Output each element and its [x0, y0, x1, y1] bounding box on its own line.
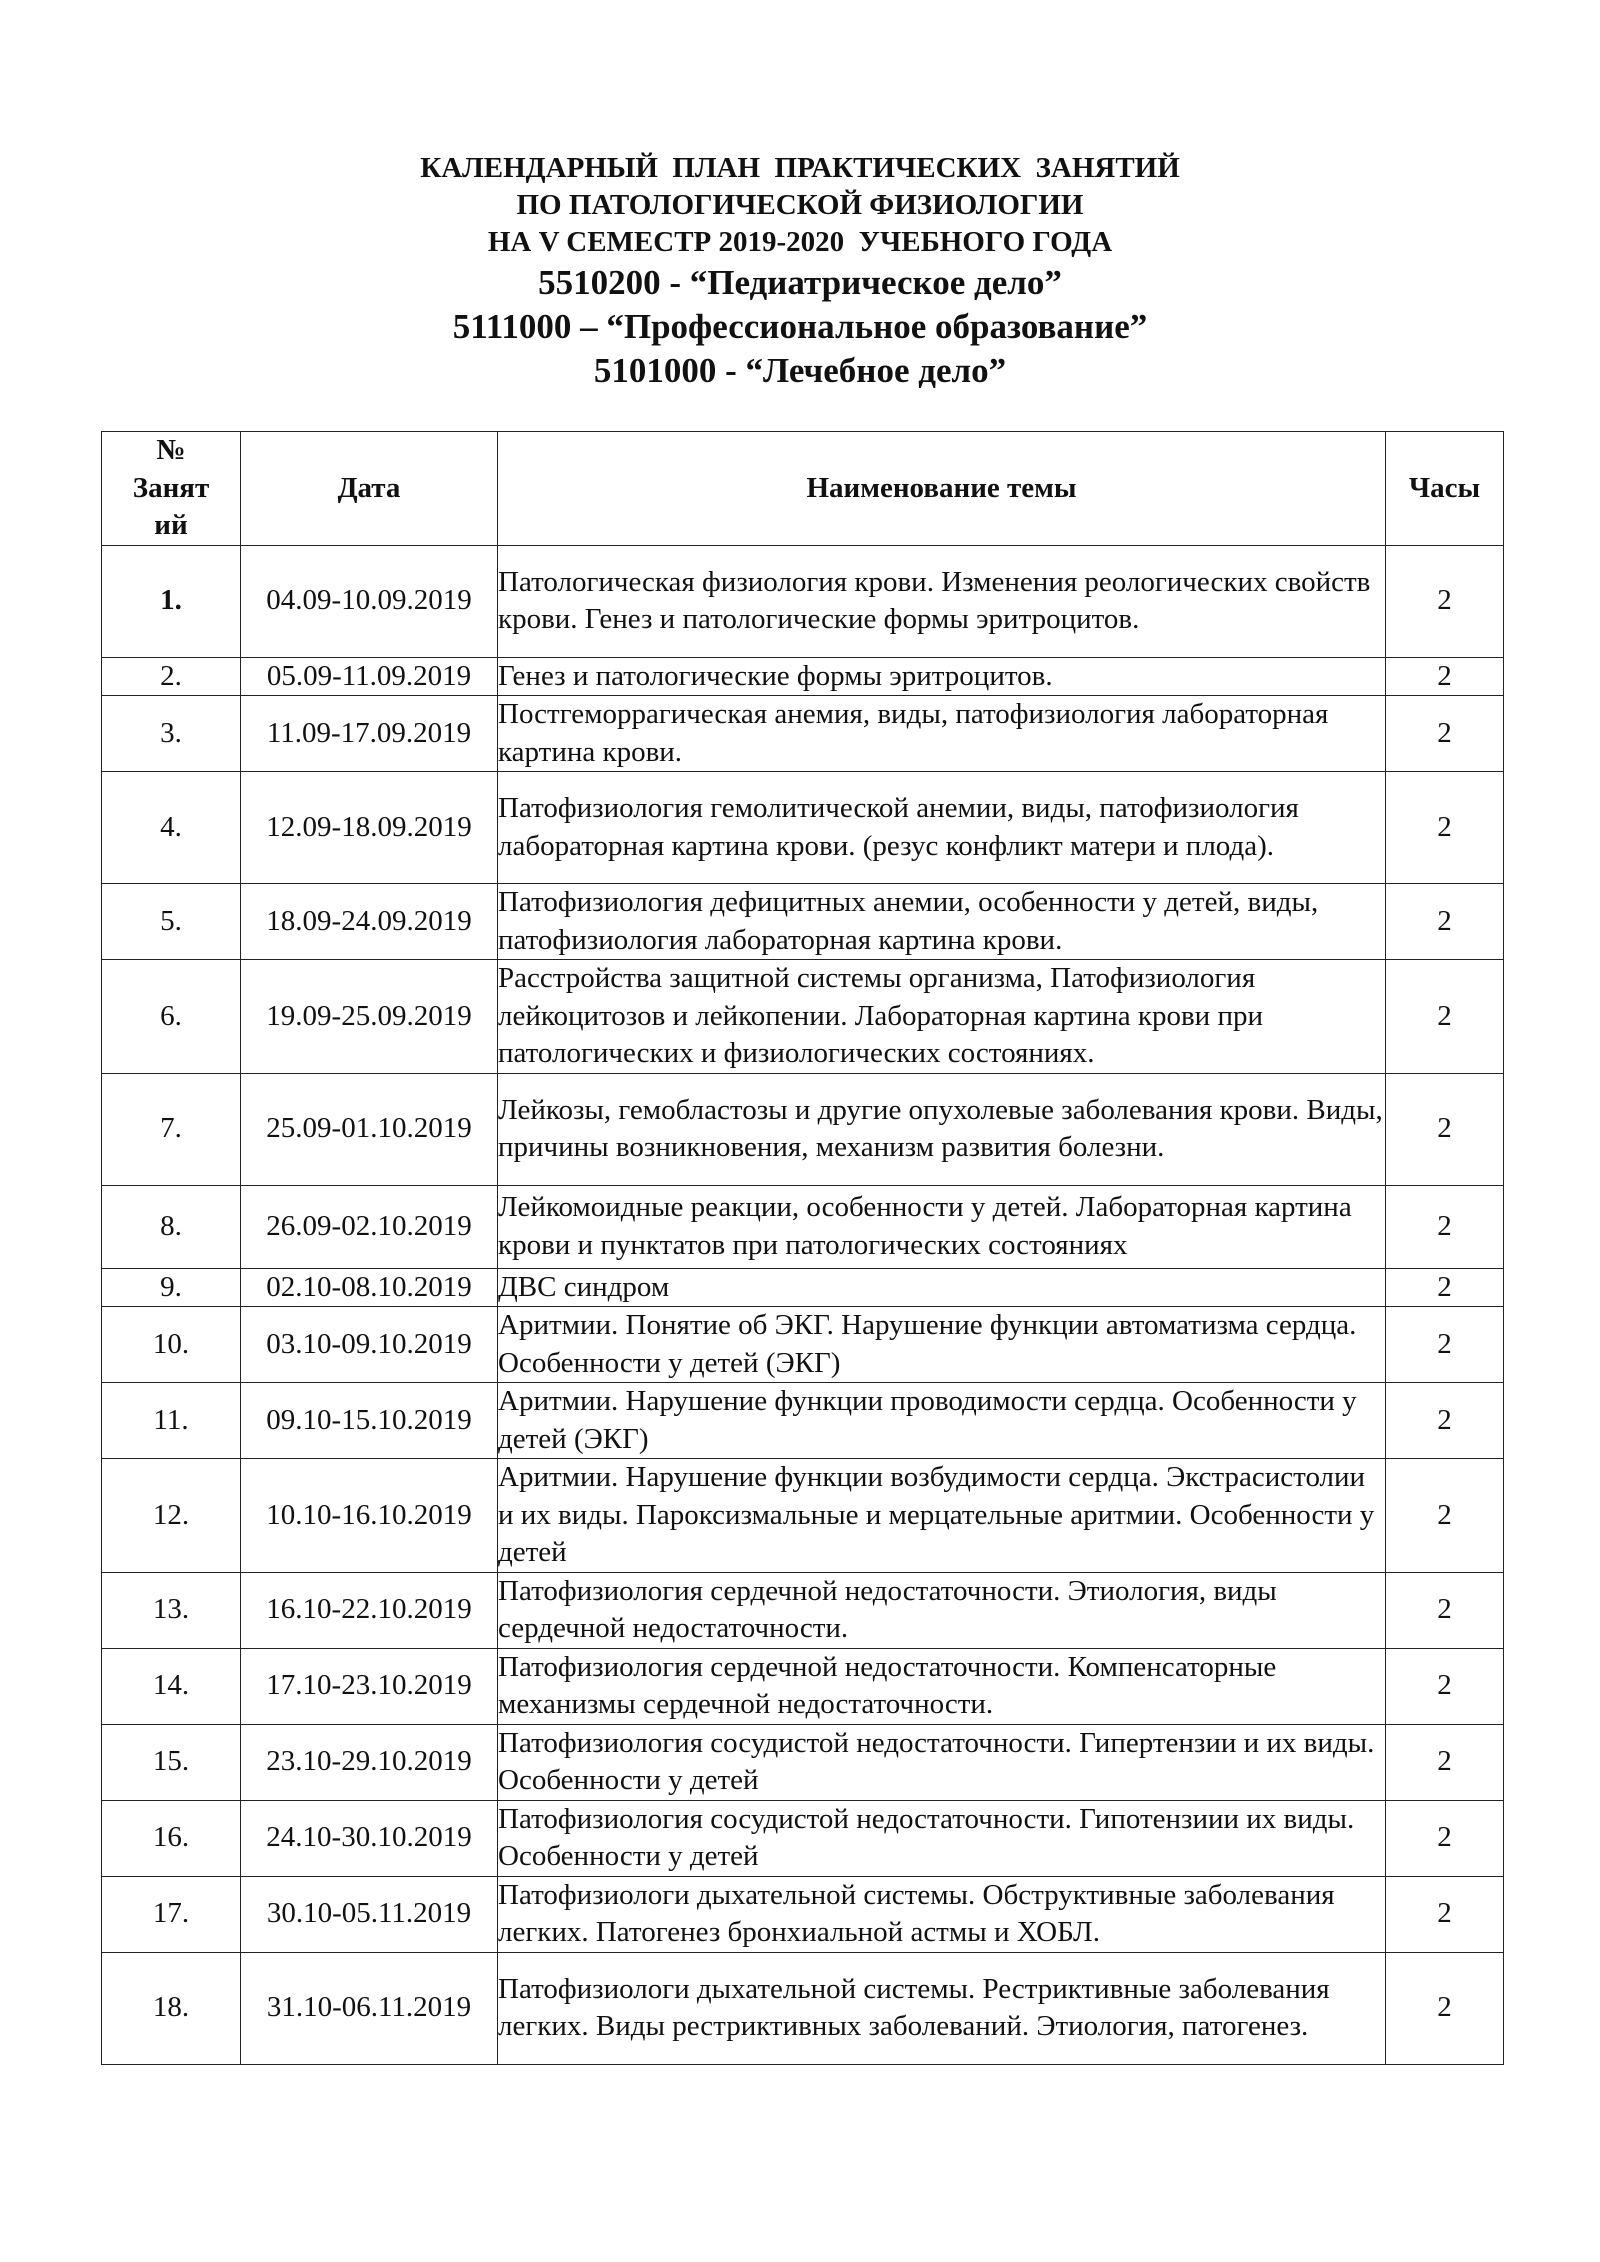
schedule-table: [101, 431, 1504, 2065]
table-row: [102, 884, 1504, 960]
row-date: 30.10-05.11.2019: [241, 1876, 498, 1952]
row-topic: Лейкомоидные реакции, особенности у детей. Лабораторная картина крови и пунктатов при патологических состояниях: [498, 1185, 1386, 1268]
table-row: [102, 1648, 1504, 1724]
row-hours: 2: [1386, 545, 1504, 657]
table-row: [102, 1307, 1504, 1383]
row-topic: Патофизиология сердечной недостаточности. Компенсаторные механизмы сердечной недостаточности.: [498, 1648, 1386, 1724]
row-date: 26.09-02.10.2019: [241, 1185, 498, 1268]
row-topic: Расстройства защитной системы организма, Патофизиология лейкоцитозов и лейкопении. Лабораторная картина крови при патологических и физиологических состояниях.: [498, 960, 1386, 1074]
table-row: [102, 960, 1504, 1074]
row-number: 5.: [102, 884, 241, 960]
row-number: 12.: [102, 1459, 241, 1573]
row-number: 16.: [102, 1800, 241, 1876]
table-row: [102, 1073, 1504, 1185]
row-topic: Патофизиологи дыхательной системы. Обструктивные заболевания легких. Патогенез бронхиальной астмы и ХОБЛ.: [498, 1876, 1386, 1952]
table-row: [102, 1459, 1504, 1573]
table-row: [102, 1572, 1504, 1648]
title-line-2: ПО ПАТОЛОГИЧЕСКОЙ ФИЗИОЛОГИИ: [516, 189, 1084, 221]
row-date: 02.10-08.10.2019: [241, 1268, 498, 1307]
row-number: 2.: [102, 657, 241, 696]
row-hours: 2: [1386, 1268, 1504, 1307]
row-hours: 2: [1386, 1459, 1504, 1573]
column-header-number-line-3: ий: [154, 509, 188, 541]
row-number: 10.: [102, 1307, 241, 1383]
row-date: 18.09-24.09.2019: [241, 884, 498, 960]
row-topic: Лейкозы, гемобластозы и другие опухолевые заболевания крови. Виды, причины возникновения, механизм развития болезни.: [498, 1073, 1386, 1185]
row-topic: Патофизиология гемолитической анемии, виды, патофизиология лабораторная картина крови. (резус конфликт матери и плода).: [498, 772, 1386, 884]
row-number: 9.: [102, 1268, 241, 1307]
table-row: [102, 1876, 1504, 1952]
row-topic: Патофизиология дефицитных анемии, особенности у детей, виды, патофизиология лабораторная картина крови.: [498, 884, 1386, 960]
row-hours: 2: [1386, 1952, 1504, 2064]
row-date: 11.09-17.09.2019: [241, 696, 498, 772]
table-row: [102, 1800, 1504, 1876]
row-number: 14.: [102, 1648, 241, 1724]
row-hours: 2: [1386, 1572, 1504, 1648]
row-topic: Патофизиология сосудистой недостаточности. Гипертензии и их виды. Особенности у детей: [498, 1724, 1386, 1800]
row-topic: Постгеморрагическая анемия, виды, патофизиология лабораторная картина крови.: [498, 696, 1386, 772]
specialty-professional-education: 5111000 – “Профессиональное образование”: [452, 307, 1148, 346]
row-hours: 2: [1386, 657, 1504, 696]
row-topic: Патофизиологи дыхательной системы. Рестриктивные заболевания легких. Виды рестриктивных заболеваний. Этиология, патогенез.: [498, 1952, 1386, 2064]
row-hours: 2: [1386, 960, 1504, 1074]
row-hours: 2: [1386, 1876, 1504, 1952]
specialty-general-medicine: 5101000 - “Лечебное дело”: [593, 351, 1007, 390]
row-date: 10.10-16.10.2019: [241, 1459, 498, 1573]
column-header-hours: Часы: [1386, 432, 1504, 546]
column-header-date: Дата: [241, 432, 498, 546]
row-hours: 2: [1386, 1073, 1504, 1185]
row-topic: Генез и патологические формы эритроцитов.: [498, 657, 1386, 696]
row-hours: 2: [1386, 1185, 1504, 1268]
row-date: 16.10-22.10.2019: [241, 1572, 498, 1648]
row-date: 17.10-23.10.2019: [241, 1648, 498, 1724]
row-date: 24.10-30.10.2019: [241, 1800, 498, 1876]
table-row: [102, 657, 1504, 696]
title-line-3: НА V СЕМЕСТР 2019-2020 УЧЕБНОГО ГОДА: [487, 226, 1113, 258]
specialty-pediatrics: 5510200 - “Педиатрическое дело”: [538, 263, 1062, 302]
row-number: 1.: [102, 545, 241, 657]
row-hours: 2: [1386, 1648, 1504, 1724]
row-number: 8.: [102, 1185, 241, 1268]
table-row: [102, 1383, 1504, 1459]
row-number: 13.: [102, 1572, 241, 1648]
row-topic: Патологическая физиология крови. Изменения реологических свойств крови. Генез и патологические формы эритроцитов.: [498, 545, 1386, 657]
row-number: 3.: [102, 696, 241, 772]
row-topic: Аритмии. Нарушение функции проводимости сердца. Особенности у детей (ЭКГ): [498, 1383, 1386, 1459]
table-row: [102, 1952, 1504, 2064]
row-hours: 2: [1386, 1800, 1504, 1876]
row-date: 09.10-15.10.2019: [241, 1383, 498, 1459]
row-date: 19.09-25.09.2019: [241, 960, 498, 1074]
row-hours: 2: [1386, 884, 1504, 960]
row-date: 25.09-01.10.2019: [241, 1073, 498, 1185]
row-hours: 2: [1386, 1383, 1504, 1459]
row-date: 12.09-18.09.2019: [241, 772, 498, 884]
row-number: 11.: [102, 1383, 241, 1459]
row-number: 18.: [102, 1952, 241, 2064]
row-hours: 2: [1386, 696, 1504, 772]
row-topic: ДВС синдром: [498, 1268, 1386, 1307]
row-number: 4.: [102, 772, 241, 884]
table-header-row: [102, 432, 1504, 546]
row-topic: Аритмии. Понятие об ЭКГ. Нарушение функции автоматизма сердца. Особенности у детей (ЭКГ): [498, 1307, 1386, 1383]
row-hours: 2: [1386, 1307, 1504, 1383]
table-row: [102, 1268, 1504, 1307]
column-header-number-line-1: №: [156, 434, 186, 466]
row-topic: Патофизиология сердечной недостаточности. Этиология, виды сердечной недостаточности.: [498, 1572, 1386, 1648]
row-hours: 2: [1386, 1724, 1504, 1800]
table-row: [102, 1185, 1504, 1268]
row-number: 15.: [102, 1724, 241, 1800]
row-hours: 2: [1386, 772, 1504, 884]
row-number: 7.: [102, 1073, 241, 1185]
table-row: [102, 545, 1504, 657]
row-number: 17.: [102, 1876, 241, 1952]
row-date: 04.09-10.09.2019: [241, 545, 498, 657]
row-date: 03.10-09.10.2019: [241, 1307, 498, 1383]
table-row: [102, 1724, 1504, 1800]
row-date: 05.09-11.09.2019: [241, 657, 498, 696]
row-date: 31.10-06.11.2019: [241, 1952, 498, 2064]
column-header-number-line-2: Занят: [132, 471, 210, 504]
document-header: [0, 150, 1600, 393]
table-row: [102, 696, 1504, 772]
row-number: 6.: [102, 960, 241, 1074]
row-date: 23.10-29.10.2019: [241, 1724, 498, 1800]
table-row: [102, 772, 1504, 884]
column-header-topic: Наименование темы: [498, 432, 1386, 546]
table-body: [102, 545, 1504, 2064]
row-topic: Аритмии. Нарушение функции возбудимости сердца. Экстрасистолии и их виды. Пароксизмальные и мерцательные аритмии. Особенности у детей: [498, 1459, 1386, 1573]
column-header-number: [102, 432, 241, 546]
row-topic: Патофизиология сосудистой недостаточности. Гипотензиии их виды. Особенности у детей: [498, 1800, 1386, 1876]
title-line-1: КАЛЕНДАРНЫЙ ПЛАН ПРАКТИЧЕСКИХ ЗАНЯТИЙ: [420, 152, 1180, 184]
